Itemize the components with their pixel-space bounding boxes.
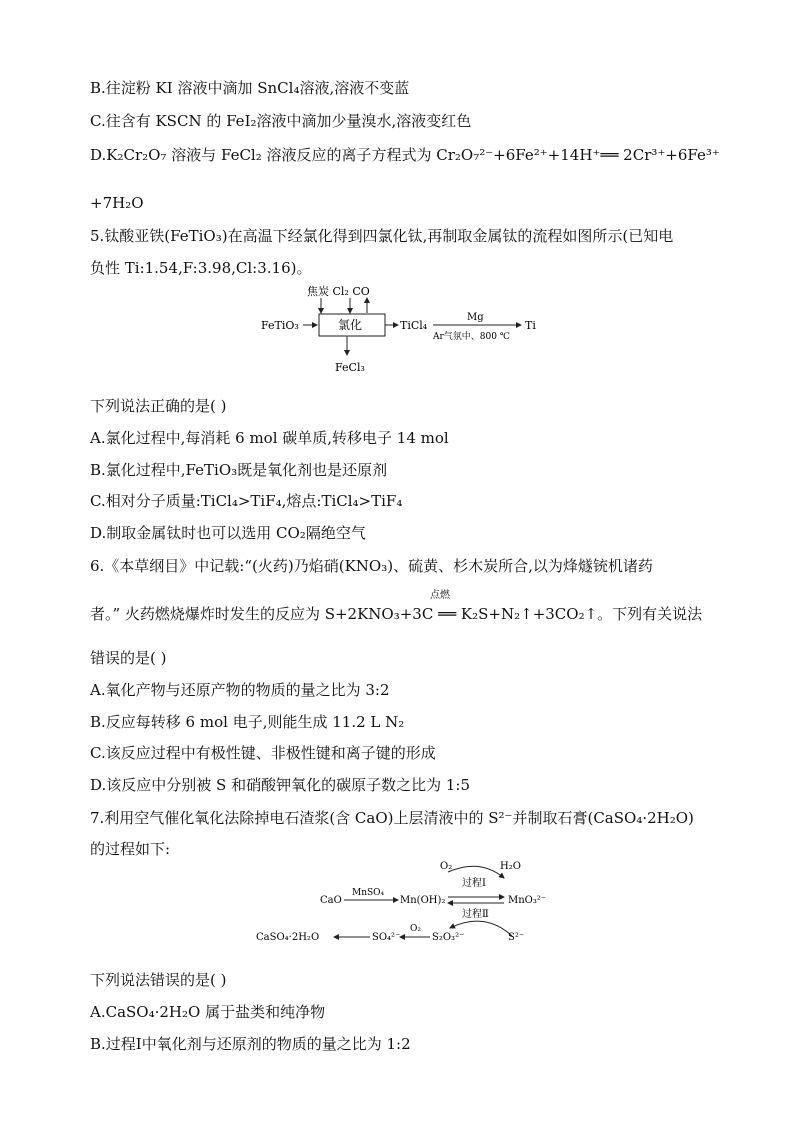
q7-o2-top: O₂ xyxy=(440,861,453,872)
q6-option-b: B.反应每转移 6 mol 电子,则能生成 11.2 L N₂ xyxy=(90,713,405,731)
q5-process: 氯化 xyxy=(338,318,363,332)
q4-option-c: C.往含有 KSCN 的 FeI₂溶液中滴加少量溴水,溶液变红色 xyxy=(90,112,472,130)
q5-product: TiCl₄ xyxy=(400,319,428,332)
q5-stem-line2: 负性 Ti:1.54,F:3.98,Cl:3.16)。 xyxy=(90,259,312,277)
q7-mno3: MnO₃²⁻ xyxy=(508,895,547,906)
q7-h2o: H₂O xyxy=(500,861,521,872)
q7-stem-line2: 的过程如下: xyxy=(90,840,171,858)
q5-final: Ti xyxy=(525,319,536,332)
q5-input: FeTiO₃ xyxy=(261,319,299,332)
q7-process-diagram xyxy=(250,856,550,952)
q5-byproduct: FeCl₃ xyxy=(335,361,365,374)
q6-stem-line2: 者。” 火药燃烧爆炸时发生的反应为 S+2KNO₃+3C ══ K₂S+N₂↑+3CO₂↑。下列有关说法 xyxy=(90,605,703,623)
q5-option-c: C.相对分子质量:TiCl₄>TiF₄,熔点:TiCl₄>TiF₄ xyxy=(90,492,403,510)
q4-option-d-line1: D.K₂Cr₂O₇ 溶液与 FeCl₂ 溶液反应的离子方程式为 Cr₂O₇²⁻+6Fe²⁺+14H⁺══ 2Cr³⁺+6Fe³⁺ xyxy=(90,146,720,164)
q7-s2o3: S₂O₃²⁻ xyxy=(432,932,465,943)
q5-prompt: 下列说法正确的是( ) xyxy=(90,397,227,415)
q7-prompt: 下列说法错误的是( ) xyxy=(90,971,227,989)
q7-so4: SO₄²⁻ xyxy=(372,932,401,943)
q7-gypsum: CaSO₄·2H₂O xyxy=(256,932,320,943)
q5-option-d: D.制取金属钛时也可以选用 CO₂隔绝空气 xyxy=(90,524,366,542)
q7-option-a: A.CaSO₄·2H₂O 属于盐类和纯净物 xyxy=(90,1003,326,1021)
q6-option-d: D.该反应中分别被 S 和硝酸钾氧化的碳原子数之比为 1:5 xyxy=(90,776,470,794)
q6-option-c: C.该反应过程中有极性键、非极性键和离子键的形成 xyxy=(90,744,436,762)
q7-mnso4: MnSO₄ xyxy=(352,888,385,898)
q7-s2: S²⁻ xyxy=(508,932,525,943)
q7-cao: CaO xyxy=(320,895,342,906)
q7-stem-line1: 7.利用空气催化氧化法除掉电石渣浆(含 CaO)上层清液中的 S²⁻并制取石膏(CaSO₄·2H₂O) xyxy=(90,809,694,827)
q6-condition: 点燃 xyxy=(430,590,450,601)
q4-option-d-line2: +7H₂O xyxy=(90,194,144,212)
q6-stem-line1: 6.《本草纲目》中记载:“(火药)乃焰硝(KNO₃)、硫黄、杉木炭所合,以为烽燧铳机诸药 xyxy=(90,557,653,575)
q5-arrow-bottom: Ar气氛中、800 ℃ xyxy=(433,332,510,342)
q5-option-b: B.氯化过程中,FeTiO₃既是氧化剂也是还原剂 xyxy=(90,461,388,479)
q7-option-b: B.过程Ⅰ中氧化剂与还原剂的物质的量之比为 1:2 xyxy=(90,1035,411,1053)
q5-stem-line1: 5.钛酸亚铁(FeTiO₃)在高温下经氯化得到四氯化钛,再制取金属钛的流程如图所示(已知电 xyxy=(90,227,674,245)
q7-process-1: 过程Ⅰ xyxy=(462,878,486,889)
q6-option-a: A.氧化产物与还原产物的物质的量之比为 3:2 xyxy=(90,681,390,699)
q6-stem-line3: 错误的是( ) xyxy=(90,649,167,667)
q5-reagents: 焦炭 Cl₂ CO xyxy=(307,285,370,298)
q7-process-2: 过程Ⅱ xyxy=(462,909,489,920)
q5-arrow-top: Mg xyxy=(467,312,484,323)
q4-option-b: B.往淀粉 KI 溶液中滴加 SnCl₄溶液,溶液不变蓝 xyxy=(90,79,410,97)
q5-option-a: A.氯化过程中,每消耗 6 mol 碳单质,转移电子 14 mol xyxy=(90,429,449,447)
q5-flow-diagram xyxy=(255,283,555,378)
q7-mnoh2: Mn(OH)₂ xyxy=(400,895,446,906)
q7-o2-bottom: O₂ xyxy=(410,924,421,934)
